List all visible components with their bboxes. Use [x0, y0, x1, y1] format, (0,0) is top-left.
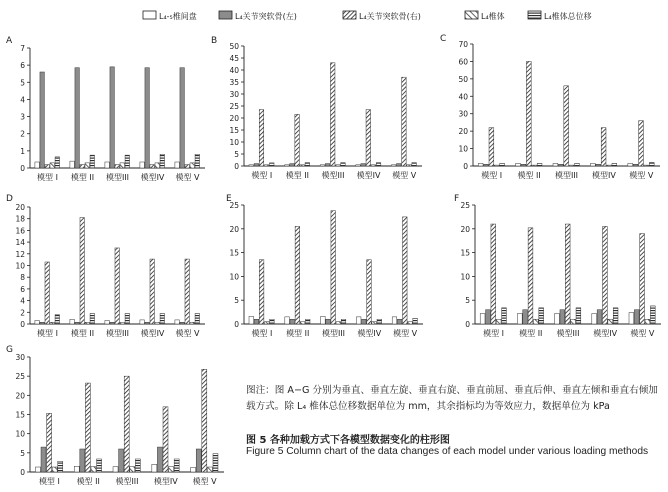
bar [305, 163, 310, 166]
bar [80, 165, 84, 168]
bar [190, 322, 194, 324]
bar [55, 157, 59, 168]
y-tick-label: 3 [20, 112, 25, 122]
y-tick-label: 25 [229, 201, 239, 210]
bar [571, 319, 576, 324]
x-category-label: 模型III [554, 171, 579, 180]
y-tick-label: 0 [463, 162, 468, 171]
x-category-label: 模型 V [175, 173, 200, 182]
y-tick-label: 10 [229, 272, 239, 282]
panel-letter: F [454, 194, 460, 204]
y-tick-label: 5 [465, 296, 470, 306]
y-tick-label: 25 [229, 102, 239, 111]
bar [175, 162, 179, 168]
y-tick-label: 50 [229, 42, 239, 51]
y-tick-label: 70 [458, 40, 468, 49]
legend-label: L₄椎体总位移 [544, 12, 592, 21]
x-category-label: 模型III [115, 477, 139, 486]
bar [140, 320, 144, 324]
x-category-label: 模型 I [251, 171, 273, 180]
bar [377, 319, 382, 324]
bar [85, 383, 90, 472]
bar [41, 447, 46, 472]
bar [74, 466, 79, 472]
bar [402, 77, 407, 166]
bar [305, 319, 310, 324]
figure-note: 图注：图 A−G 分别为垂直、垂直左旋、垂直右旋、垂直前屈、垂直后伸、垂直左倾和垂直右倾加载方式。除 L₄ 椎体总位移数据单位为 mm，其余指标均为等效应力，数据单位为 kPa [246, 385, 658, 412]
bar [105, 320, 109, 324]
bar [45, 165, 49, 168]
bar [120, 322, 124, 324]
bar [259, 110, 264, 166]
bar [330, 63, 335, 166]
x-category-label: 模型IV [356, 171, 381, 180]
bar [80, 449, 85, 472]
bar [35, 467, 40, 472]
bar [202, 369, 207, 472]
x-category-label: 模型 II [76, 477, 100, 486]
chart-panel-B [211, 36, 422, 180]
x-category-label: 模型 V [192, 477, 217, 486]
y-tick-label: 60 [458, 57, 468, 67]
x-category-label: 模型IV [140, 173, 165, 182]
bar [341, 319, 346, 324]
bar [494, 165, 499, 166]
y-tick-label: 30 [458, 109, 468, 119]
bar [649, 163, 654, 166]
y-tick-label: 2 [20, 129, 25, 139]
y-tick-label: 25 [460, 201, 470, 210]
bar [553, 163, 558, 166]
x-category-label: 模型 I [37, 173, 58, 182]
bar [537, 163, 542, 166]
bar [560, 310, 565, 324]
panel-letter: A [6, 36, 13, 46]
bar [264, 322, 269, 324]
bar [85, 163, 89, 168]
panel-letter: C [440, 34, 447, 44]
bar [270, 319, 275, 324]
bar [496, 319, 501, 324]
y-tick-label: 10 [15, 429, 25, 439]
y-tick-label: 15 [229, 126, 239, 135]
bar [163, 407, 168, 472]
y-tick-label: 6 [20, 61, 25, 71]
bar [408, 322, 413, 324]
bar [70, 161, 74, 168]
bar [336, 322, 341, 324]
bar [115, 165, 119, 168]
bar [175, 320, 179, 324]
bar [650, 306, 655, 324]
y-tick-label: 20 [15, 391, 25, 401]
bar [113, 467, 118, 472]
bar [555, 314, 560, 324]
y-tick-label: 5 [234, 150, 239, 159]
bar [391, 165, 396, 166]
x-category-label: 模型 II [517, 171, 541, 180]
bar [608, 319, 613, 324]
bar [157, 447, 162, 472]
bar [160, 154, 164, 168]
bar [533, 319, 538, 324]
bar [180, 322, 184, 324]
bar [140, 162, 144, 168]
panel-letter: E [226, 194, 232, 204]
y-tick-label: 25 [15, 372, 25, 382]
bar [169, 467, 174, 472]
y-tick-label: 0 [20, 320, 25, 329]
x-category-label: 模型 I [38, 477, 60, 486]
bar [91, 467, 96, 472]
x-category-label: 模型III [105, 329, 130, 338]
bar [174, 459, 179, 472]
bar [264, 165, 269, 166]
bar [195, 154, 199, 168]
panel-letter: B [211, 36, 218, 46]
bar [564, 86, 569, 166]
bar [45, 262, 49, 324]
y-tick-label: 0 [234, 162, 239, 171]
y-tick-label: 0 [20, 164, 25, 173]
bar [480, 314, 485, 324]
figure-title-chinese: 图 5 各种加载方式下各模型数据变化的柱形图 [246, 435, 450, 446]
bar [607, 165, 612, 166]
bar [569, 165, 574, 166]
bar [285, 165, 290, 166]
x-category-label: 模型 V [393, 329, 418, 338]
bar [249, 165, 254, 166]
y-tick-label: 12 [15, 249, 25, 259]
bar [502, 308, 507, 324]
bar [290, 319, 295, 324]
y-tick-label: 10 [229, 138, 239, 147]
bar [321, 316, 326, 324]
x-category-label: 模型IV [140, 329, 165, 338]
y-tick-label: 20 [460, 224, 470, 234]
bar [124, 376, 129, 472]
x-category-label: 模型 II [286, 329, 310, 338]
x-category-label: 模型 V [392, 171, 417, 180]
x-category-label: 模型 I [251, 329, 273, 338]
y-tick-label: 6 [20, 284, 25, 294]
bar [523, 310, 528, 324]
y-tick-label: 2 [20, 308, 25, 318]
x-category-label: 模型III [321, 171, 345, 180]
y-tick-label: 0 [20, 468, 25, 477]
bar [195, 313, 199, 324]
bar [185, 259, 189, 324]
x-category-label: 模型 V [629, 171, 654, 180]
bar [150, 259, 154, 324]
x-category-label: 模型III [321, 329, 346, 338]
bar [403, 217, 408, 324]
bar [392, 317, 397, 324]
y-tick-label: 15 [15, 410, 25, 420]
bar [634, 310, 639, 324]
y-tick-label: 10 [15, 261, 25, 271]
panel-letter: G [6, 345, 13, 355]
bar [356, 317, 361, 324]
bar [526, 61, 531, 166]
bar [300, 322, 305, 324]
bar [640, 234, 645, 324]
bar [516, 163, 521, 166]
bar [372, 322, 377, 324]
bar [190, 163, 194, 168]
bar [285, 317, 290, 324]
chart-panel-G [6, 345, 224, 486]
x-category-label: 模型IV [153, 477, 178, 486]
bar [500, 163, 505, 166]
bar [254, 319, 259, 324]
y-tick-label: 10 [458, 144, 468, 154]
bar [259, 260, 264, 324]
y-tick-label: 30 [229, 90, 239, 99]
bar [40, 72, 44, 168]
bar [539, 308, 544, 324]
bar [35, 162, 39, 168]
bar [645, 319, 650, 324]
bar [207, 467, 212, 472]
x-category-label: 模型 II [519, 329, 543, 338]
x-category-label: 模型 I [481, 171, 503, 180]
y-tick-label: 16 [15, 226, 25, 236]
bar [249, 316, 254, 324]
bar [362, 319, 367, 324]
bar [341, 163, 346, 166]
bar [295, 226, 300, 324]
bar [412, 163, 417, 166]
chart-panel-E [226, 194, 423, 338]
y-tick-label: 5 [234, 296, 239, 306]
x-category-label: 模型IV [591, 171, 616, 180]
bar [592, 314, 597, 324]
bar [300, 165, 305, 166]
bar [75, 68, 79, 168]
bar [135, 459, 140, 472]
y-tick-label: 14 [15, 238, 25, 248]
bar [558, 164, 563, 166]
bar [521, 164, 526, 166]
y-tick-label: 20 [229, 224, 239, 234]
bar [367, 260, 372, 324]
x-category-label: 模型III [105, 173, 130, 182]
y-tick-label: 20 [458, 127, 468, 137]
y-tick-label: 7 [20, 44, 25, 53]
bar [119, 449, 124, 472]
bar [629, 313, 634, 324]
x-category-label: 模型III [556, 329, 580, 338]
chart-panel-A [6, 36, 205, 182]
bar [110, 67, 114, 168]
bar [633, 164, 638, 166]
chart-panel-D [6, 194, 205, 338]
bar [254, 164, 259, 166]
bar [528, 228, 533, 324]
bar [601, 128, 606, 166]
bar [75, 322, 79, 324]
x-category-label: 模型 V [630, 329, 655, 338]
bar [356, 165, 361, 166]
panel-letter: D [6, 194, 13, 204]
bar [290, 164, 295, 166]
bar [152, 464, 157, 472]
bar [185, 165, 189, 168]
x-category-label: 模型IV [357, 329, 382, 338]
bar [517, 314, 522, 324]
bar [125, 155, 129, 168]
bar [85, 322, 89, 324]
y-tick-label: 1 [20, 146, 25, 156]
bar [50, 163, 54, 168]
bar [125, 313, 129, 324]
y-tick-label: 15 [229, 248, 239, 258]
bar [491, 224, 496, 324]
y-tick-label: 18 [15, 214, 25, 224]
y-tick-label: 4 [20, 296, 25, 306]
chart-panel-C [440, 34, 660, 180]
y-tick-label: 50 [458, 74, 468, 84]
y-tick-label: 5 [20, 448, 25, 458]
bar [576, 308, 581, 324]
bar [145, 322, 149, 324]
y-tick-label: 45 [229, 54, 239, 63]
y-tick-label: 20 [15, 203, 25, 212]
bar [40, 322, 44, 324]
bar [191, 467, 196, 472]
bar [47, 413, 52, 472]
legend-label: L₄椎体 [481, 12, 505, 21]
y-tick-label: 20 [229, 114, 239, 123]
bar [80, 218, 84, 324]
bar [639, 121, 644, 166]
bar [575, 163, 580, 166]
y-tick-label: 0 [465, 320, 470, 329]
bar [320, 165, 325, 166]
bar [70, 319, 74, 324]
bar [52, 467, 57, 472]
bar [597, 310, 602, 324]
x-category-label: 模型 I [37, 329, 58, 338]
bar [180, 68, 184, 168]
bar [110, 322, 114, 324]
bar [603, 226, 608, 324]
bar [295, 114, 300, 166]
bar [376, 163, 381, 166]
x-category-label: 模型 II [285, 171, 310, 180]
bar [55, 315, 59, 324]
bar [58, 461, 63, 472]
bar [155, 163, 159, 168]
bar [413, 318, 418, 324]
bar [361, 164, 366, 166]
bar [489, 128, 494, 166]
bar [326, 319, 331, 324]
bar [155, 322, 159, 324]
y-tick-label: 5 [20, 78, 25, 88]
bar [397, 319, 402, 324]
bar [145, 68, 149, 168]
bar [90, 155, 94, 168]
bar [612, 163, 617, 166]
bar [484, 164, 489, 166]
figure-title-english: Figure 5 Column chart of the data changes of each model under various loading methods [246, 446, 649, 457]
y-tick-label: 4 [20, 95, 25, 105]
bar [478, 163, 483, 166]
bar [644, 165, 649, 166]
legend-label: L₄关节突软骨(右) [359, 12, 421, 21]
x-category-label: 模型 II [70, 173, 95, 182]
bar [120, 163, 124, 168]
bar [97, 459, 102, 472]
bar [397, 164, 402, 166]
bar [196, 449, 201, 472]
bar [628, 163, 633, 166]
y-tick-label: 0 [234, 320, 239, 329]
bar [336, 165, 341, 166]
y-tick-label: 35 [229, 78, 239, 87]
bar [325, 164, 330, 166]
bar [486, 310, 491, 324]
y-tick-label: 10 [460, 272, 470, 282]
bar [35, 320, 39, 324]
y-tick-label: 15 [460, 248, 470, 258]
y-tick-label: 30 [15, 353, 25, 362]
bar [150, 165, 154, 168]
bar [371, 165, 376, 166]
x-category-label: 模型 I [483, 329, 505, 338]
bar [269, 163, 274, 166]
bar [115, 248, 119, 324]
x-category-label: 模型 II [70, 329, 95, 338]
bar [532, 165, 537, 166]
bar [331, 211, 336, 324]
y-tick-label: 8 [20, 273, 25, 283]
bar [366, 110, 371, 166]
bar [130, 467, 135, 472]
chart-panel-F [454, 194, 661, 338]
bar [105, 162, 109, 168]
bar [613, 308, 618, 324]
legend-label: L₄关节突软骨(左) [235, 12, 297, 21]
bar [160, 313, 164, 324]
y-tick-label: 40 [458, 92, 468, 102]
bar [590, 163, 595, 166]
bar [213, 454, 218, 472]
bar [565, 224, 570, 324]
bar [90, 313, 94, 324]
bar [596, 164, 601, 166]
legend-label: L₄-₅椎间盘 [159, 12, 197, 21]
x-category-label: 模型 V [175, 329, 200, 338]
x-category-label: 模型IV [593, 329, 618, 338]
bar [50, 322, 54, 324]
y-tick-label: 40 [229, 66, 239, 75]
bar [407, 165, 412, 166]
